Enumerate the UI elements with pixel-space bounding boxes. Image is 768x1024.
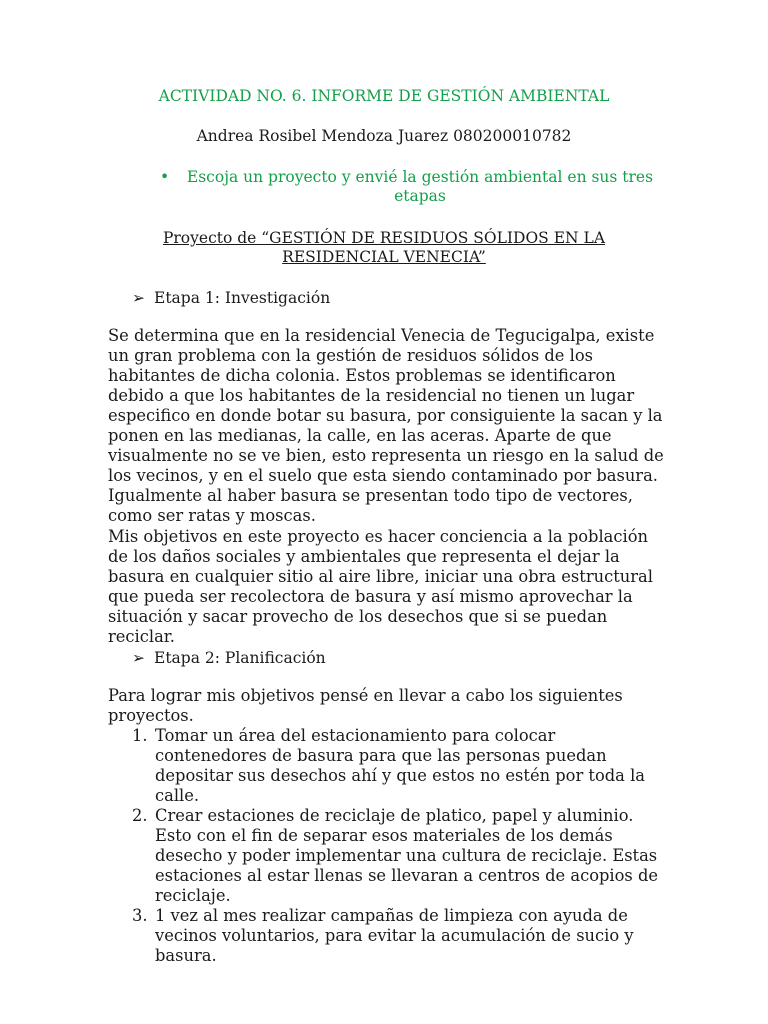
list-number: 2.	[132, 806, 148, 825]
arrow-bullet-icon: ➢	[132, 289, 145, 307]
stage-1-label: Etapa 1: Investigación	[154, 289, 331, 307]
author-line: Andrea Rosibel Mendoza Juarez 080200010782	[196, 127, 572, 145]
list-item-text: Tomar un área del estacionamiento para colocar contenedores de basura para que las personas puedan depositar sus desechos ahí y que estos no estén por toda la calle.	[155, 726, 645, 805]
stage-2-heading	[132, 649, 326, 668]
paragraph-planning: Para lograr mis objetivos pensé en llevar a cabo los siguientes proyectos.	[108, 686, 623, 725]
list-number: 3.	[132, 906, 148, 925]
stage-1-heading	[132, 289, 330, 308]
list-item	[108, 906, 668, 966]
bullet-icon: •	[160, 168, 170, 186]
list-item	[108, 726, 668, 806]
project-title: Proyecto de “GESTIÓN DE RESIDUOS SÓLIDOS EN LA RESIDENCIAL VENECIA”	[162, 229, 606, 266]
document-title: ACTIVIDAD NO. 6. INFORME DE GESTIÓN AMBIENTAL	[158, 87, 610, 105]
stage-2-label: Etapa 2: Planificación	[154, 649, 326, 667]
list-item-text: 1 vez al mes realizar campañas de limpieza con ayuda de vecinos voluntarios, para evitar la acumulación de sucio y basura.	[155, 906, 634, 965]
project-list	[108, 726, 668, 966]
instruction-item	[160, 168, 660, 206]
list-item-text: Crear estaciones de reciclaje de platico, papel y aluminio. Esto con el fin de separar esos materiales de los demás desecho y poder implementar una cultura de reciclaje. Estas estaciones al estar llenas se llevaran a centros de acopios de reciclaje.	[155, 806, 659, 905]
instruction-text: Escoja un proyecto y envié la gestión ambiental en sus tres etapas	[186, 168, 654, 205]
paragraph-investigation: Se determina que en la residencial Venecia de Tegucigalpa, existe un gran problema con la gestión de residuos sólidos de los habitantes de dicha colonia. Estos problemas se identificaron debido a que los habitantes de la residencial no tienen un lugar especifico en donde botar su basura, por consiguiente la sacan y la ponen en las medianas, la calle, en las aceras. Aparte de que visualmente no se ve bien, esto representa un riesgo en la salud de los vecinos, y en el suelo que esta siendo contaminado por basura. Igualmente al haber basura se presentan todo tipo de vectores, como ser ratas y moscas.	[108, 326, 664, 525]
arrow-bullet-icon: ➢	[132, 649, 145, 667]
list-item	[108, 806, 668, 906]
list-number: 1.	[132, 726, 148, 745]
paragraph-objectives: Mis objetivos en este proyecto es hacer conciencia a la población de los daños sociales y ambientales que representa el dejar la basura en cualquier sitio al aire libre, iniciar una obra estructural que pueda ser recolectora de basura y así mismo aprovechar la situación y sacar provecho de los desechos que si se puedan reciclar.	[108, 527, 653, 646]
